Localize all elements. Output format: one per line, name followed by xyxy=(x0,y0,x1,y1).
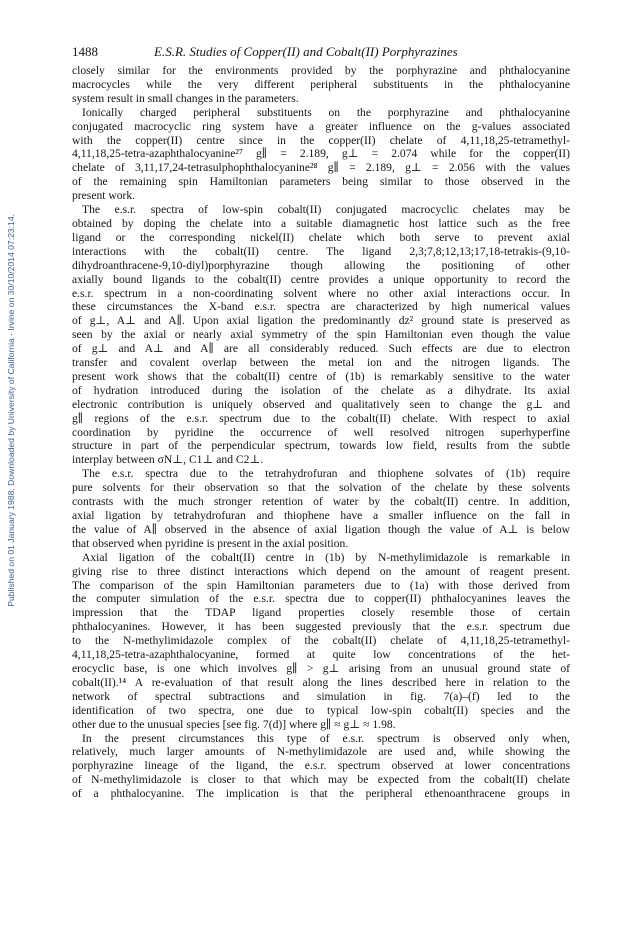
text-line: porphyrazine lineage of the ligand, the e.s.r. spectrum observed at lower concentrations xyxy=(72,759,570,773)
text-line: contrasts with the much stronger retention of water by the cobalt(II) centre. In addition, xyxy=(72,495,570,509)
text-line: The e.s.r. spectra of low-spin cobalt(II) conjugated macrocyclic chelates may be xyxy=(82,203,570,217)
text-line: The e.s.r. spectra due to the tetrahydrofuran and thiophene solvates of (1b) require xyxy=(82,467,570,481)
text-line: structure in part of the perpendicular spectrum, towards low field, results from the subtle xyxy=(72,439,570,453)
text-line: of hydration introduced during the isolation of the chelate as a dihydrate. Its axial xyxy=(72,383,570,397)
text-line: phthalocyanines. However, it has been suggested previously that the e.s.r. spectrum due xyxy=(72,620,570,634)
text-line: of N-methylimidazole is closer to that which may be expected from the cobalt(II) chelate xyxy=(72,773,570,787)
text-line: erocyclic base, is one which involves g∥ > g⊥ arising from an unusual ground state of xyxy=(72,661,570,675)
text-line: interactions with the cobalt(II) centre. The ligand 2,3;7,8;12,13;17,18-tetrakis-(9,10- xyxy=(72,244,570,258)
text-line: g∥ regions of the e.s.r. spectrum due to the cobalt(II) chelate. With respect to axial xyxy=(72,411,570,425)
text-line: axial ligation by tetrahydrofuran and thiophene have a smaller influence on the fall in xyxy=(72,509,570,522)
text-line: these circumstances the X-band e.s.r. spectra are characterized by high numerical values xyxy=(72,300,570,314)
text-line: of the remaining spin Hamiltonian parameters being similar to those observed in the xyxy=(72,175,570,189)
text-line: of g⊥ and A⊥ and A∥ are all considerably reduced. Such effects are due to electron xyxy=(72,342,570,356)
text-line: present work shows that the cobalt(II) centre of (1b) is remarkably sensitive to the water xyxy=(72,369,570,383)
text-line: identification of two spectra, one due to typical low-spin cobalt(II) species and the xyxy=(72,703,570,717)
text-line: conjugated macrocyclic ring system have a greater influence on the g-values associated xyxy=(72,119,570,133)
text-line: cobalt(II).¹⁴ A re-evaluation of that result along the lines described here in relation to the xyxy=(72,675,570,689)
text-line: chelate of 3,11,17,24-tetrasulphophthalocyanine²⁸ g∥ = 2.189, g⊥ = 2.056 with the values xyxy=(72,161,570,175)
body-text xyxy=(72,64,570,801)
text-line: electronic contribution is uniquely observed and qualitatively seen to change the g⊥ and xyxy=(72,397,570,411)
text-line: Axial ligation of the cobalt(II) centre in (1b) by N-methylimidazole is remarkable in xyxy=(82,550,570,564)
page-number: 1488 xyxy=(72,44,98,59)
text-line: to the N-methylimidazole complex of the cobalt(II) chelate of 4,11,18,25-tetramethyl- xyxy=(72,634,570,648)
text-line: of g⊥, A⊥ and A∥. Upon axial ligation the predominantly dz² ground state is preserved as xyxy=(72,314,570,328)
text-line: system result in small changes in the parameters. xyxy=(72,91,299,105)
text-line: transfer and covalent overlap between the metal ion and the nitrogen ligands. The xyxy=(72,356,570,370)
text-line: closely similar for the environments provided by the porphyrazine and phthalocyanine xyxy=(72,64,570,77)
watermark-text: Published on 01 January 1988. Downloaded by University of California - Irvine on 30/10/2014 07:23:14. xyxy=(6,213,16,607)
text-line: In the present circumstances this type of e.s.r. spectrum is observed only when, xyxy=(82,731,570,745)
text-line: of a phthalocyanine. The implication is that the peripheral ethenoanthracene groups in xyxy=(72,787,570,801)
text-line: relatively, much larger amounts of N-methylimidazole are used and, while showing the xyxy=(72,745,570,759)
text-line: Ionically charged peripheral substituents on the porphyrazine and phthalocyanine xyxy=(82,105,570,119)
text-line: interplay between σN⊥, C1⊥ and C2⊥. xyxy=(72,453,264,467)
text-line: seen by the axial or nearly axial symmetry of the spin Hamiltonian even though the value xyxy=(72,328,570,342)
running-title: E.S.R. Studies of Copper(II) and Cobalt(II) Porphyrazines xyxy=(154,44,458,59)
text-line: network of spectral subtractions and simulation in fig. 7(a)–(f) led to the xyxy=(72,689,570,703)
text-line: the value of A∥ observed in the absence of axial ligation though the value of A⊥ is below xyxy=(72,522,570,536)
text-line: pure solvents for their observation so that the solvation of the chelate by these solvents xyxy=(72,481,570,495)
text-line: that observed when pyridine is present in the axial position. xyxy=(72,536,349,550)
text-line: The comparison of the spin Hamiltonian parameters due to (1a) with those derived from xyxy=(72,578,570,592)
text-line: 4,11,18,25-tetra-azaphthalocyanine²⁷ g∥ = 2.189, g⊥ = 2.074 while for the copper(II) xyxy=(72,147,570,161)
text-line: coordination by pyridine the occurrence of well resolved nitrogen superhyperfine xyxy=(72,425,570,439)
page-header xyxy=(72,44,570,62)
text-line: with the copper(II) centre since in the copper(II) chelate of 4,11,18,25-tetramethyl- xyxy=(72,133,570,147)
text-line: giving rise to three distinct interactions which depend on the amount of reagent present. xyxy=(72,564,570,578)
text-line: impression that the TDAP ligand properties closely resemble those of certain xyxy=(72,606,570,620)
text-line: ligand or the corresponding nickel(II) chelate which both serve to prevent axial xyxy=(72,230,570,244)
text-line: other due to the unusual species [see fig. 7(d)] where g∥ ≈ g⊥ ≈ 1.98. xyxy=(72,717,396,731)
text-line: dihydroanthracene-9,10-diyl)porphyrazine though allowing the positioning of other xyxy=(72,258,570,272)
text-line: macrocycles while the very different peripheral substituents in the phthalocyanine xyxy=(72,77,570,91)
text-line: 4,11,18,25-tetra-azaphthalocyanine, formed at quite low concentrations of the het- xyxy=(72,648,570,662)
text-line: obtained by doping the chelate into a suitable diamagnetic host lattice such as the free xyxy=(72,216,570,230)
text-line: the computer simulation of the e.s.r. spectra due to copper(II) phthalocyanines leaves the xyxy=(72,592,570,606)
download-watermark xyxy=(3,120,19,700)
text-line: axially bound ligands to the cobalt(II) centre provides a unique opportunity to record the xyxy=(72,272,570,286)
text-line: e.s.r. spectrum in a non-coordinating solvent where no other axial interactions occur. In xyxy=(72,286,570,300)
text-line: present work. xyxy=(72,189,136,203)
